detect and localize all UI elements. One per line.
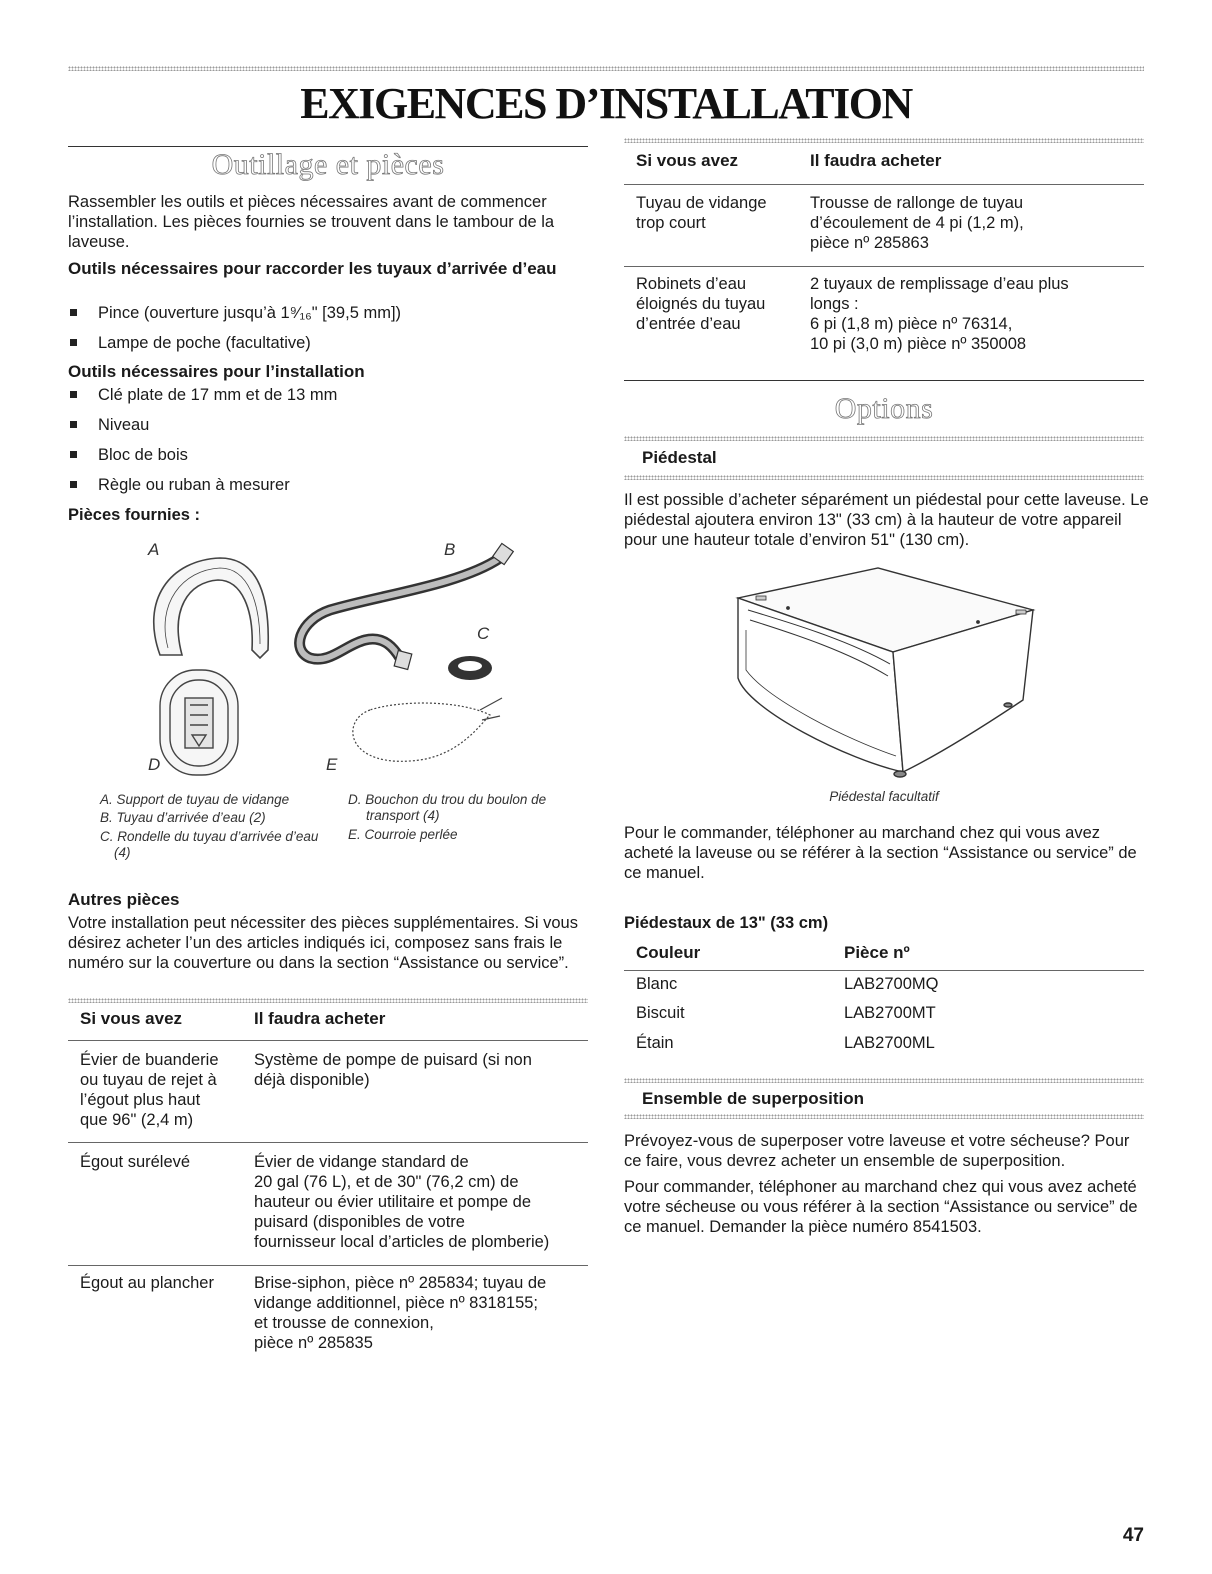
page-title: EXIGENCES D’INSTALLATION [300, 79, 912, 128]
washer-drawing [448, 656, 492, 680]
table-header-buy: Il faudra acheter [254, 1009, 386, 1028]
table-rule [624, 266, 1144, 267]
table-cell-buy: Trousse de rallonge de tuyau d’écoulement de 4 pi (1,2 m), pièce nº 285863 [810, 194, 1024, 252]
table-dotted-band [68, 998, 588, 1003]
other-parts-heading: Autres pièces [68, 890, 180, 909]
table-cell-have: Tuyau de vidange trop court [636, 194, 767, 232]
order-text: Pour le commander, téléphoner au marchand chez qui vous avez acheté la laveuse ou se référer à la section “Assistance ou service” de ce manuel. [624, 824, 1137, 882]
pedestal-part: LAB2700MT [844, 1004, 936, 1022]
install-tools-list [68, 385, 588, 505]
figure-letter-b: B [444, 540, 456, 559]
pedestal-color: Biscuit [636, 1004, 685, 1022]
pedestal-caption: Piédestal facultatif [829, 789, 939, 804]
table-header-have: Si vous avez [80, 1009, 183, 1028]
figure-letter-c: C [477, 624, 490, 643]
table-cell-have: Égout au plancher [80, 1274, 214, 1292]
table-cell-have: Égout surélevé [80, 1153, 191, 1171]
beaded-strap-drawing [353, 698, 502, 761]
table-cell-buy: Système de pompe de puisard (si non déjà disponible) [254, 1051, 532, 1089]
list-item: Niveau [68, 415, 588, 445]
table-rule [68, 1040, 588, 1041]
pedestal-color: Étain [636, 1034, 674, 1052]
other-parts-intro: Votre installation peut nécessiter des pièces supplémentaires. Si vous désirez acheter l’un des articles indiqués ici, composez sans frais le numéro sur la couverture ou dans la section “Assistance ou service”. [68, 914, 578, 972]
caption-c: C. Rondelle du tuyau d’arrivée d’eau (4) [100, 829, 319, 860]
stack-text-2: Pour commander, téléphoner au marchand chez qui vous avez acheté votre sécheuse ou vous référer à la section “Assistance ou service” de ce manuel. Demander la pièce numéro 8541503. [624, 1178, 1138, 1236]
pedestal-heading: Piédestal [642, 448, 717, 467]
list-item: Règle ou ruban à mesurer [68, 475, 588, 505]
figure-letter-d: D [148, 755, 161, 774]
inlet-tools-list [68, 303, 588, 363]
figure-letter-e: E [326, 755, 338, 774]
pedestals-header-part: Pièce nº [844, 943, 910, 962]
pedestal-text: Il est possible d’acheter séparément un piédestal pour cette laveuse. Le piédestal ajoutera environ 13" (33 cm) à la hauteur de votre appareil pour une hauteur totale d’environ 51" (130 cm). [624, 491, 1149, 549]
pedestal-illustration [728, 560, 1048, 780]
table-cell-buy: 2 tuyaux de remplissage d’eau plus longs : 6 pi (1,8 m) pièce nº 76314, 10 pi (3,0 m) pièce nº 350008 [810, 275, 1069, 353]
pedestal-drawing [728, 560, 1048, 780]
pedestal-dotted-band-top [624, 436, 1144, 441]
pedestal-dotted-band-bottom [624, 475, 1144, 480]
right-table-header-have: Si vous avez [636, 151, 739, 170]
right-table-dotted-band [624, 138, 1144, 143]
table-cell-buy: Brise-siphon, pièce nº 285834; tuyau de vidange additionnel, pièce nº 8318155; et trousse de connexion, pièce nº 285835 [254, 1274, 547, 1352]
figure-letter-a: A [148, 540, 160, 559]
pedestals-header-color: Couleur [636, 943, 701, 962]
caption-e: E. Courroie perlée [348, 827, 458, 842]
parts-heading: Pièces fournies : [68, 506, 201, 524]
parts-drawing [130, 540, 530, 780]
table-cell-have: Évier de buanderie ou tuyau de rejet à l’égout plus haut que 96" (2,4 m) [80, 1051, 219, 1129]
table-cell-buy: Évier de vidange standard de 20 gal (76 L), et de 30" (76,2 cm) de hauteur ou évier utilitaire et pompe de puisard (disponibles de votre fournisseur local d’articles de plomberie) [254, 1153, 550, 1251]
table-rule [68, 1142, 588, 1143]
section-title-options: Options [834, 392, 934, 425]
caption-a: A. Support de tuyau de vidange [100, 792, 290, 807]
table-cell-have: Robinets d’eau éloignés du tuyau d’entrée d’eau [636, 275, 766, 333]
list-item: Bloc de bois [68, 445, 588, 475]
section-rule [624, 380, 1144, 381]
stack-heading: Ensemble de superposition [642, 1089, 864, 1108]
inlet-tools-heading: Outils nécessaires pour raccorder les tuyaux d’arrivée d’eau [68, 259, 557, 278]
right-table-header-buy: Il faudra acheter [810, 151, 942, 170]
tools-intro: Rassembler les outils et pièces nécessaires avant de commencer l’installation. Les pièces fournies se trouvent dans le tambour de la laveuse. [68, 193, 555, 251]
stack-text-1: Prévoyez-vous de superposer votre laveuse et votre sécheuse? Pour ce faire, vous devrez acheter un ensemble de superposition. [624, 1132, 1130, 1170]
caption-b: B. Tuyau d’arrivée d’eau (2) [100, 810, 266, 825]
section-title-tools: Outillage et pièces [211, 148, 445, 181]
pedestals-heading: Piédestaux de 13" (33 cm) [624, 914, 829, 932]
pedestal-part: LAB2700MQ [844, 975, 939, 993]
bolt-cap-drawing [160, 670, 238, 775]
pedestal-color: Blanc [636, 975, 678, 993]
drain-hose-support-drawing [154, 558, 269, 658]
page-number: 47 [1122, 1525, 1144, 1546]
header-dotted-band [68, 66, 1144, 71]
caption-d: D. Bouchon du trou du boulon de transport (4) [348, 792, 547, 823]
stack-dotted-band-bottom [624, 1114, 1144, 1119]
table-rule [624, 970, 1144, 971]
list-item: Clé plate de 17 mm et de 13 mm [68, 385, 588, 415]
parts-illustration [130, 540, 530, 780]
table-rule [68, 1265, 588, 1266]
stack-dotted-band-top [624, 1078, 1144, 1083]
install-tools-heading: Outils nécessaires pour l’installation [68, 362, 365, 381]
inlet-hose-drawing [300, 543, 514, 669]
list-item: Pince (ouverture jusqu’à 1⁹⁄₁₆" [39,5 mm]) [68, 303, 588, 333]
section-rule [68, 146, 588, 147]
list-item: Lampe de poche (facultative) [68, 333, 588, 363]
table-rule [624, 184, 1144, 185]
pedestal-part: LAB2700ML [844, 1034, 935, 1052]
